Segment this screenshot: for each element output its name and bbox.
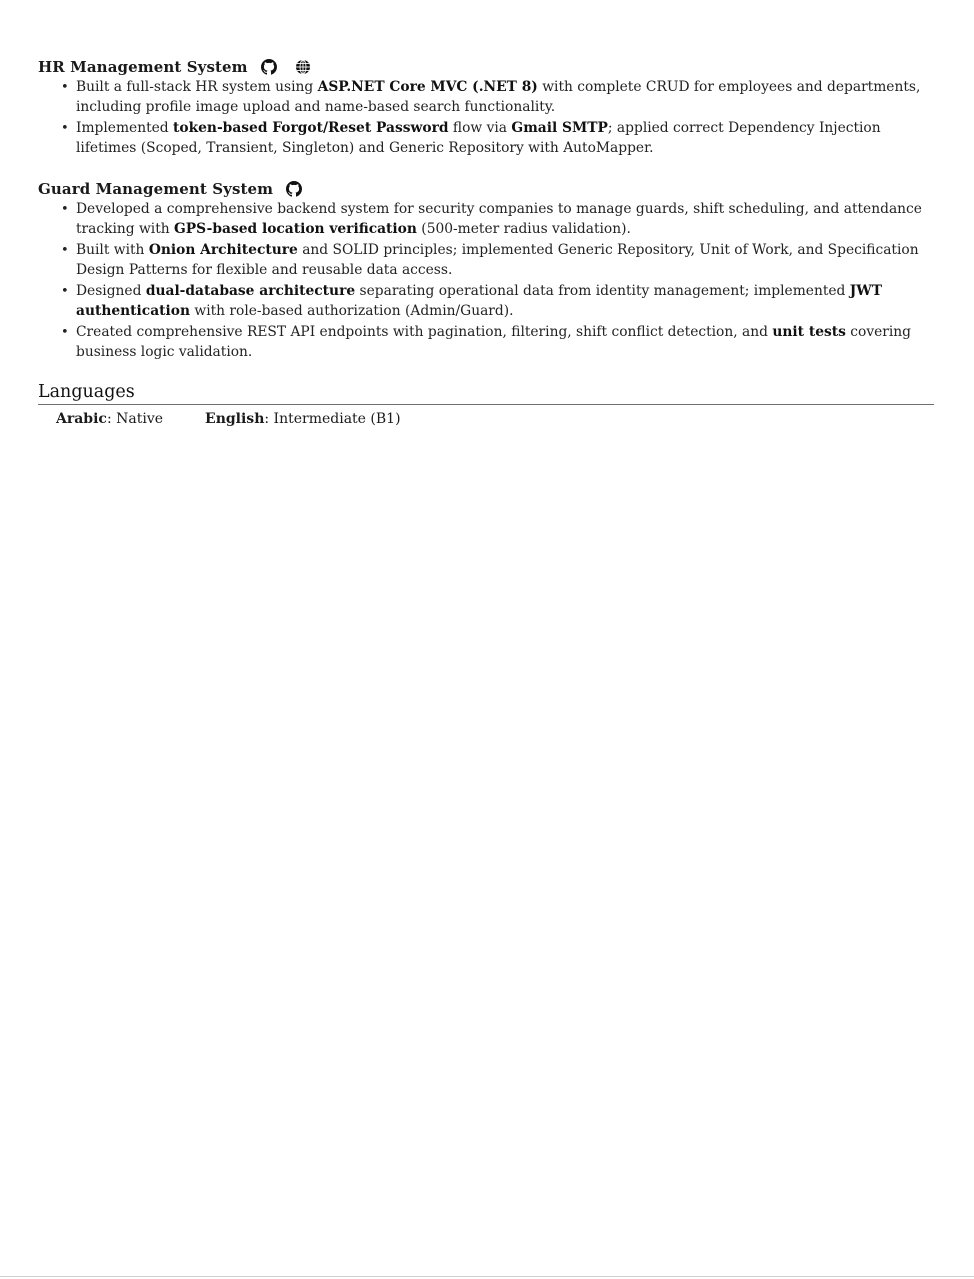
resume-content xyxy=(38,56,934,427)
bullet-text-bold: JWT authentication xyxy=(76,283,883,319)
bullet-text-bold: token-based Forgot/Reset Password xyxy=(173,120,449,136)
languages-section-title: Languages xyxy=(38,382,934,405)
bullet-text-bold: ASP.NET Core MVC (.NET 8) xyxy=(317,79,538,95)
projects-list xyxy=(38,56,934,362)
bullet-text: ; applied correct Dependency Injection lifetimes (Scoped, Transient, Singleton) and Generic Repository with AutoMapper. xyxy=(76,120,881,156)
project-header xyxy=(38,178,934,200)
bullet-text-bold: unit tests xyxy=(772,324,846,340)
github-icon[interactable] xyxy=(260,58,278,76)
bullet-text: Designed xyxy=(76,283,146,299)
bullet-dot: • xyxy=(61,243,69,258)
bullet-text: separating operational data from identity management; implemented xyxy=(355,283,850,299)
bullet-text: with complete CRUD for employees and departments, including profile image upload and name-based search functionality. xyxy=(76,79,921,115)
project-header xyxy=(38,56,934,78)
language-name: Arabic xyxy=(56,411,107,427)
project-bullets xyxy=(38,200,934,362)
language-level: Native xyxy=(116,411,164,427)
bullet-text: Built a full-stack HR system using xyxy=(76,79,318,95)
bullet-text: flow via xyxy=(448,120,512,136)
bullet-item xyxy=(61,78,934,117)
project-title: HR Management System xyxy=(38,58,248,76)
bullet-text: Created comprehensive REST API endpoints with pagination, filtering, shift conflict detection, and xyxy=(76,324,773,340)
bullet-item xyxy=(61,119,934,158)
project-entry xyxy=(38,178,934,362)
bullet-dot: • xyxy=(61,325,69,340)
bullet-text: Implemented xyxy=(76,120,174,136)
globe-icon[interactable] xyxy=(294,58,312,76)
bullet-item xyxy=(61,323,934,362)
language-item xyxy=(56,411,163,427)
bullet-text: (500-meter radius validation). xyxy=(416,220,631,237)
language-level: Intermediate (B1) xyxy=(273,411,401,427)
github-icon[interactable] xyxy=(285,180,303,198)
project-bullets xyxy=(38,78,934,158)
bullet-text-bold: dual-database architecture xyxy=(145,283,356,299)
language-separator: : xyxy=(106,411,117,427)
bullet-item xyxy=(61,241,934,280)
bullet-dot: • xyxy=(61,202,69,217)
project-title: Guard Management System xyxy=(38,180,274,198)
project-entry xyxy=(38,56,934,158)
bullet-text: Developed a comprehensive backend system for security companies to manage guards, shift scheduling, and attendance tracking with xyxy=(76,201,922,237)
bullet-text: Built with xyxy=(76,242,149,258)
bullet-dot: • xyxy=(61,284,69,299)
bullet-dot: • xyxy=(61,121,69,136)
bullet-text-bold: Gmail SMTP xyxy=(511,120,608,136)
bullet-text-bold: Onion Architecture xyxy=(148,242,298,258)
bullet-text: covering business logic validation. xyxy=(76,324,912,360)
languages-list xyxy=(38,411,934,427)
bullet-text: and SOLID principles; implemented Generic Repository, Unit of Work, and Specification Design Patterns for flexible and reusable data access. xyxy=(76,242,919,278)
language-separator: : xyxy=(264,411,274,427)
language-name: English xyxy=(205,411,265,427)
bullet-item xyxy=(61,282,934,321)
bullet-dot: • xyxy=(61,80,69,95)
bullet-text: with role-based authorization (Admin/Guard). xyxy=(190,302,514,319)
bullet-text-bold: GPS-based location verification xyxy=(174,220,417,237)
bullet-item xyxy=(61,200,934,239)
language-item xyxy=(205,411,401,427)
